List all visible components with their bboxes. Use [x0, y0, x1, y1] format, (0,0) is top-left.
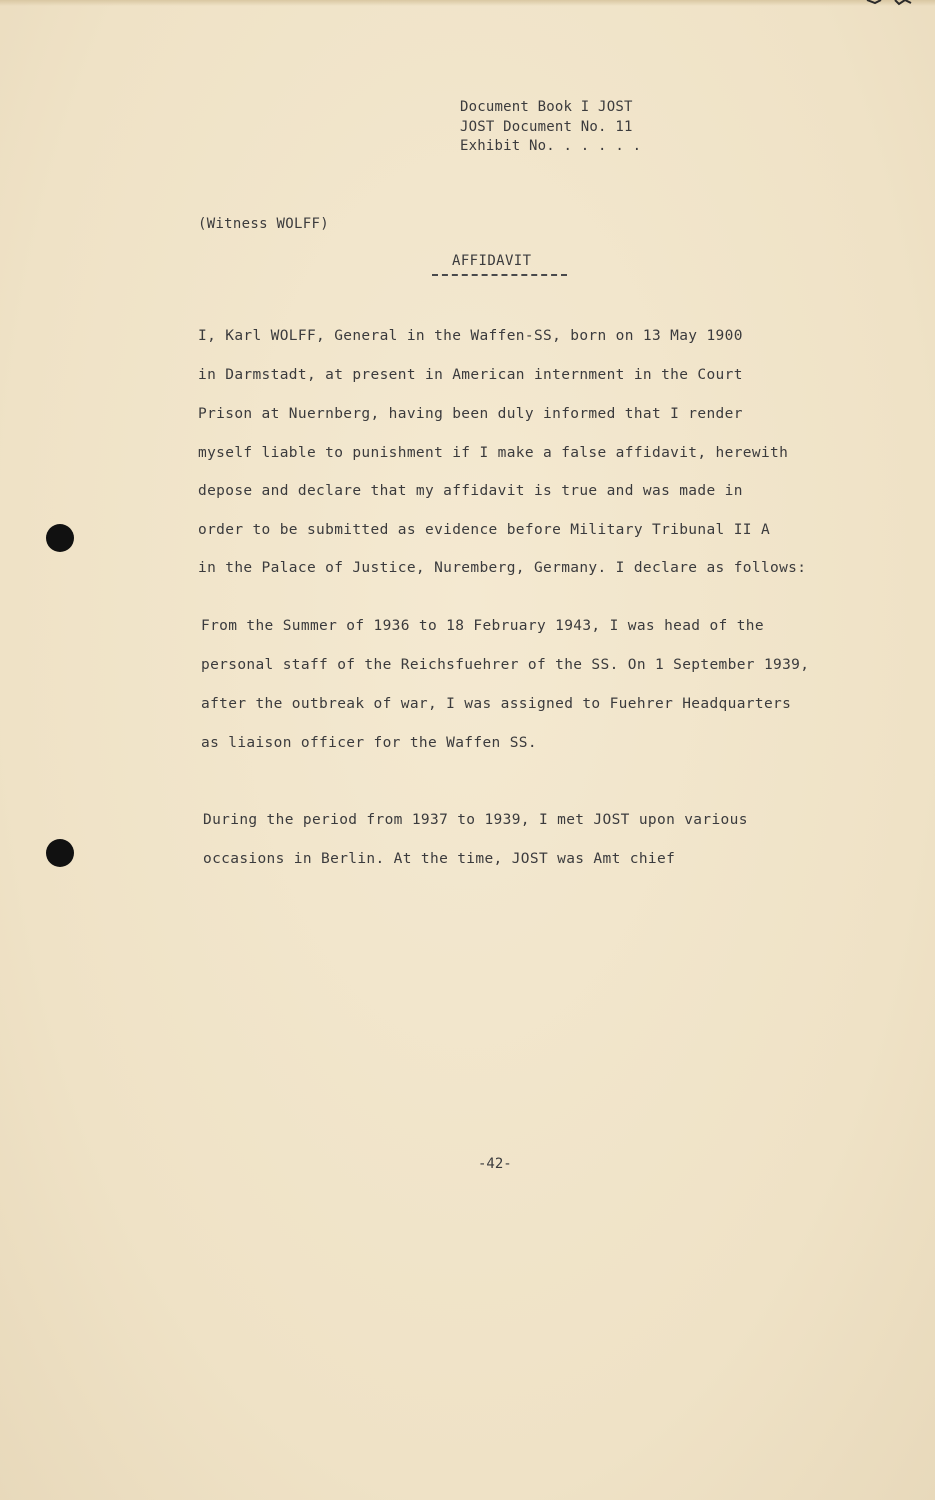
- text-line: personal staff of the Reichsfuehrer of the SS. On 1 September 1939,: [201, 657, 810, 673]
- text-line: myself liable to punishment if I make a false affidavit, herewith: [198, 445, 789, 461]
- punch-hole-upper: [46, 524, 74, 552]
- text-line: During the period from 1937 to 1939, I met JOST upon various: [203, 812, 748, 828]
- text-line: after the outbreak of war, I was assigned to Fuehrer Headquarters: [201, 696, 792, 712]
- text-line: in the Palace of Justice, Nuremberg, Germany. I declare as follows:: [198, 560, 807, 576]
- text-line: I, Karl WOLFF, General in the Waffen-SS, born on 13 May 1900: [198, 328, 743, 344]
- document-reference-block: [460, 98, 641, 157]
- exhibit-number-line: Exhibit No. . . . . .: [460, 138, 642, 154]
- text-line: depose and declare that my affidavit is true and was made in: [198, 483, 743, 499]
- top-edge-shadow: [0, 0, 935, 6]
- document-number-line: JOST Document No. 11: [460, 118, 633, 135]
- affidavit-title: AFFIDAVIT: [452, 253, 532, 269]
- text-line: in Darmstadt, at present in American internment in the Court: [198, 367, 743, 383]
- text-line: as liaison officer for the Waffen SS.: [201, 735, 537, 751]
- witness-label: (Witness WOLFF): [198, 216, 329, 232]
- text-line: From the Summer of 1936 to 18 February 1943, I was head of the: [201, 618, 764, 634]
- title-underline: [432, 274, 567, 276]
- text-line: occasions in Berlin. At the time, JOST was Amt chief: [203, 851, 676, 867]
- corner-ink-mark: [861, 0, 921, 8]
- page-number: -42-: [478, 1156, 512, 1172]
- text-line: order to be submitted as evidence before Military Tribunal II A: [198, 522, 771, 538]
- text-line: Prison at Nuernberg, having been duly informed that I render: [198, 406, 743, 422]
- document-book-line: Document Book I JOST: [460, 99, 633, 115]
- punch-hole-lower: [46, 839, 74, 867]
